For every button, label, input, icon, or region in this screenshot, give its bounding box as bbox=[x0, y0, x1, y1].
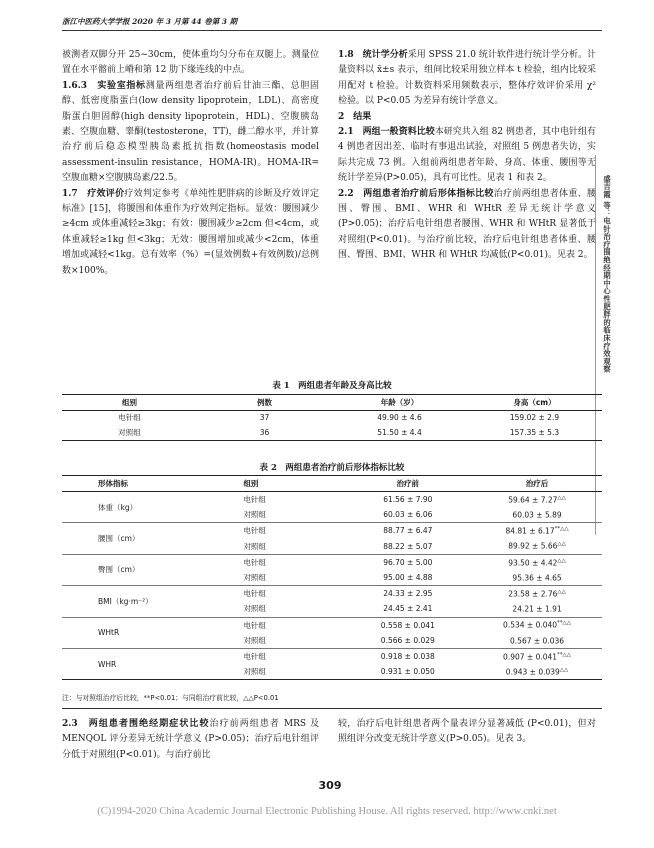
significance-mark: △△ bbox=[557, 541, 566, 548]
section-heading-1-7: 1.7 疗效评价 bbox=[62, 188, 125, 199]
paragraph-lab-indicators bbox=[62, 79, 319, 187]
after-value: 0.567 ± 0.036 bbox=[510, 636, 565, 646]
after-value: 89.92 ± 5.66 bbox=[508, 541, 558, 551]
before-value: 61.56 ± 7.90 bbox=[383, 495, 433, 505]
paragraph-statistics bbox=[338, 48, 596, 110]
significance-mark: △△ bbox=[557, 588, 566, 595]
metric-label: WHR bbox=[98, 659, 117, 669]
paragraph-text: 治疗前两组患者体重、腰围、臀围、BMI、WHR 和 WHtR 差异无统计学意义(P>0.05)；治疗后电针组患者腰围、WHR 和 WHtR 显著低于对照组(P<0.01)。与治疗前比较，治疗后电针组患者体重、腰围、臀围、BMI、WHR 和 WHtR 均减低(P<0.01)。见表 2。 bbox=[338, 188, 596, 261]
table-cell: 37 bbox=[259, 413, 270, 423]
group-cell: 电针组 bbox=[243, 495, 266, 505]
table1-caption: 表 1 两组患者年龄及身高比较 bbox=[272, 381, 392, 391]
before-value: 0.566 ± 0.029 bbox=[380, 635, 435, 645]
group-cell: 对照组 bbox=[243, 635, 266, 645]
significance-mark: **△△ bbox=[554, 526, 569, 533]
paragraph-efficacy bbox=[62, 187, 319, 279]
after-cell bbox=[472, 523, 602, 539]
metric-label: 臀围（cm） bbox=[98, 565, 140, 575]
note-rule bbox=[62, 708, 602, 709]
table1-header-cell: 组别 bbox=[122, 397, 137, 407]
after-cell bbox=[472, 539, 602, 555]
after-cell bbox=[472, 586, 602, 602]
group-cell: 电针组 bbox=[243, 651, 266, 661]
table-cell: 对照组 bbox=[118, 427, 141, 437]
journal-header: 浙江中医药大学学报 2020 年 3 月第 44 卷第 3 期 bbox=[62, 17, 238, 26]
table-row bbox=[62, 425, 602, 440]
table-row bbox=[62, 554, 602, 570]
section-heading-results: 2 结果 bbox=[338, 111, 372, 122]
after-cell bbox=[472, 492, 602, 508]
after-value: 60.03 ± 5.89 bbox=[512, 510, 562, 520]
table-cell: 36 bbox=[259, 427, 270, 437]
before-value: 60.03 ± 6.06 bbox=[383, 510, 433, 520]
table-cell: 电针组 bbox=[118, 413, 141, 423]
after-value: 84.81 ± 6.17 bbox=[505, 526, 555, 536]
bottom-left-paragraph bbox=[62, 717, 319, 763]
table1-header-cell: 年龄（岁） bbox=[380, 397, 419, 407]
after-value: 59.64 ± 7.27 bbox=[508, 495, 558, 505]
significance-mark: △△ bbox=[557, 557, 566, 564]
paragraph-text: 疗效判定参考《单纯性肥胖病的诊断及疗效评定标准》[15]，将腰围和体重作为疗效判定指标。显效：腰围减少≥4cm 或体重减轻≥3kg；有效：腰围减少≥2cm 但<4cm，或体重减轻≥1kg 但<3kg；无效：腰围增加或减少<2cm，体重增加或减轻<1kg。总有效率（%）=(显效例数+有效例数)/总例数×100%。 bbox=[62, 188, 319, 276]
paragraph-text: 采用 SPSS 21.0 统计软件进行统计学分析。计量资料以 x̄±s 表示，组间比较采用独立样本 t 检验，组内比较采用配对 t 检验。计数资料采用频数表示，整体疗效评价采用 χ² 检验。以 P<0.05 为差异有统计学意义。 bbox=[338, 50, 596, 107]
paragraph-text: 测量两组患者治疗前后甘油三酯、总胆固醇、低密度脂蛋白(low density lipoprotein，LDL)、高密度脂蛋白胆固醇(high density lipoprotein，HDL)、空腹胰岛素、空腹血糖、睾酮(testosterone，TT)，雌二醇水平，并计算治疗前后稳态模型胰岛素抵抗指数(homeostasis model assessment-insulin resistance，HOMA-IR)。HOMA-IR=空腹血糖×空腹胰岛素/22.5。 bbox=[62, 80, 319, 184]
table2 bbox=[62, 475, 602, 680]
metric-label: 体重（kg） bbox=[98, 502, 138, 512]
before-value: 96.70 ± 5.00 bbox=[383, 557, 433, 567]
before-value: 0.931 ± 0.050 bbox=[380, 667, 435, 677]
table2-header-cell: 治疗前 bbox=[396, 479, 420, 488]
group-cell: 电针组 bbox=[243, 557, 266, 567]
before-value: 95.00 ± 4.88 bbox=[383, 573, 433, 583]
table2-body bbox=[62, 492, 602, 680]
bottom-right-paragraph: 较，治疗后电针组患者两个量表评分显著减低 (P<0.01)，但对照组评分改变无统计学意义(P>0.05)。见表 3。 bbox=[338, 719, 596, 745]
significance-mark: △△ bbox=[559, 666, 569, 673]
paragraph-measurement: 被测者双脚分开 25~30cm，使体重均匀分布在双腿上。测量位置在水平髂前上嵴和第 12 肋下缘连线的中点。 bbox=[62, 50, 319, 76]
page-number: 309 bbox=[318, 779, 342, 792]
after-cell bbox=[472, 648, 602, 664]
copyright-footer: (C)1994-2020 China Academic Journal Electronic Publishing House. All rights reserved. http://www.cnki.net bbox=[97, 806, 557, 817]
table1-header-cell: 例数 bbox=[257, 397, 272, 407]
before-value: 24.45 ± 2.41 bbox=[383, 604, 433, 614]
table2-header-row bbox=[62, 476, 602, 492]
table1 bbox=[62, 394, 602, 441]
significance-mark: **△△ bbox=[557, 651, 572, 658]
after-value: 23.58 ± 2.76 bbox=[508, 589, 558, 599]
paragraph-general-data bbox=[338, 125, 596, 187]
significance-mark: △△ bbox=[557, 494, 566, 501]
table-row bbox=[62, 617, 602, 633]
paragraph-body-indicators bbox=[338, 187, 596, 264]
table2-note: 注：与对照组治疗后比较，**P<0.01；与同组治疗前比较，△△P<0.01 bbox=[62, 694, 279, 702]
before-value: 24.33 ± 2.95 bbox=[383, 589, 433, 599]
after-cell bbox=[472, 554, 602, 570]
group-cell: 电针组 bbox=[243, 589, 266, 599]
after-value: 0.907 ± 0.041 bbox=[503, 652, 558, 662]
table2-caption: 表 2 两组患者治疗前后形体指标比较 bbox=[259, 463, 405, 473]
section-heading-2-3: 2.3 两组患者围绝经期症状比较 bbox=[62, 719, 210, 729]
section-heading-1-6-3: 1.6.3 实验室指标 bbox=[62, 80, 146, 91]
table2-header-cell: 治疗后 bbox=[525, 479, 549, 488]
after-cell bbox=[472, 507, 602, 523]
table-row bbox=[62, 410, 602, 425]
table-row bbox=[62, 523, 602, 539]
paragraph-text: 本研究共入组 82 例患者，其中电针组有 4 例患者因出差、临时有事退出试验，对照组 5 例患者失访，实际共完成 73 例。入组前两组患者年龄、身高、体重、腰围等无统计学差异(P>0.05)，具有可比性。见表 1 和表 2。 bbox=[338, 127, 596, 184]
group-cell: 对照组 bbox=[243, 510, 266, 520]
section-heading-2-2: 2.2 两组患者治疗前后形体指标比较 bbox=[338, 188, 494, 199]
group-cell: 对照组 bbox=[243, 541, 266, 551]
before-value: 0.558 ± 0.041 bbox=[380, 620, 435, 630]
table-cell: 159.02 ± 2.9 bbox=[509, 413, 560, 423]
after-value: 24.21 ± 1.91 bbox=[512, 604, 562, 614]
paragraph-text: 治疗前两组患者 MRS 及 MENQOL 评分差异无统计学意义 (P>0.05)；治疗后电针组评分低于对照组(P<0.01)。与治疗前比 bbox=[62, 719, 319, 760]
before-value: 0.918 ± 0.038 bbox=[380, 651, 435, 661]
header-rule bbox=[62, 30, 602, 31]
after-cell bbox=[472, 601, 602, 617]
after-value: 0.534 ± 0.040 bbox=[503, 620, 558, 630]
table-row bbox=[62, 586, 602, 602]
table2-header-cell: 形体指标 bbox=[98, 479, 128, 488]
section-heading-2-1: 2.1 两组一般资料比较 bbox=[338, 127, 435, 138]
after-cell bbox=[472, 617, 602, 633]
table-row bbox=[62, 648, 602, 664]
table-cell: 51.50 ± 4.4 bbox=[377, 427, 422, 437]
section-heading-1-8: 1.8 统计学分析 bbox=[338, 50, 408, 60]
group-cell: 电针组 bbox=[243, 526, 266, 536]
significance-mark: **△△ bbox=[557, 620, 572, 627]
group-cell: 电针组 bbox=[243, 620, 266, 630]
left-column bbox=[62, 48, 319, 279]
table-row bbox=[62, 492, 602, 508]
table-cell: 49.90 ± 4.6 bbox=[377, 413, 422, 423]
group-cell: 对照组 bbox=[243, 667, 266, 677]
after-value: 0.943 ± 0.039 bbox=[505, 667, 560, 677]
after-value: 93.50 ± 4.42 bbox=[508, 558, 558, 568]
after-cell bbox=[472, 664, 602, 680]
group-cell: 对照组 bbox=[243, 573, 266, 583]
metric-label: 腰围（cm） bbox=[98, 534, 140, 544]
after-cell bbox=[472, 633, 602, 649]
before-value: 88.22 ± 5.07 bbox=[383, 541, 433, 551]
after-value: 95.36 ± 4.65 bbox=[512, 573, 562, 583]
side-running-title: 盛吉霞 等：电针治疗围绝经期中心性肥胖的临床疗效观察 bbox=[603, 175, 612, 374]
table1-header-row bbox=[62, 395, 602, 411]
metric-label: WHtR bbox=[98, 628, 120, 638]
after-cell bbox=[472, 570, 602, 586]
right-column bbox=[338, 48, 596, 264]
table1-header-cell: 身高（cm） bbox=[513, 397, 556, 407]
group-cell: 对照组 bbox=[243, 604, 266, 614]
metric-label: BMI（kg·m⁻²） bbox=[98, 596, 153, 606]
before-value: 88.77 ± 6.47 bbox=[383, 526, 433, 536]
table2-header-cell: 组别 bbox=[243, 479, 259, 488]
table-cell: 157.35 ± 5.3 bbox=[509, 427, 560, 437]
